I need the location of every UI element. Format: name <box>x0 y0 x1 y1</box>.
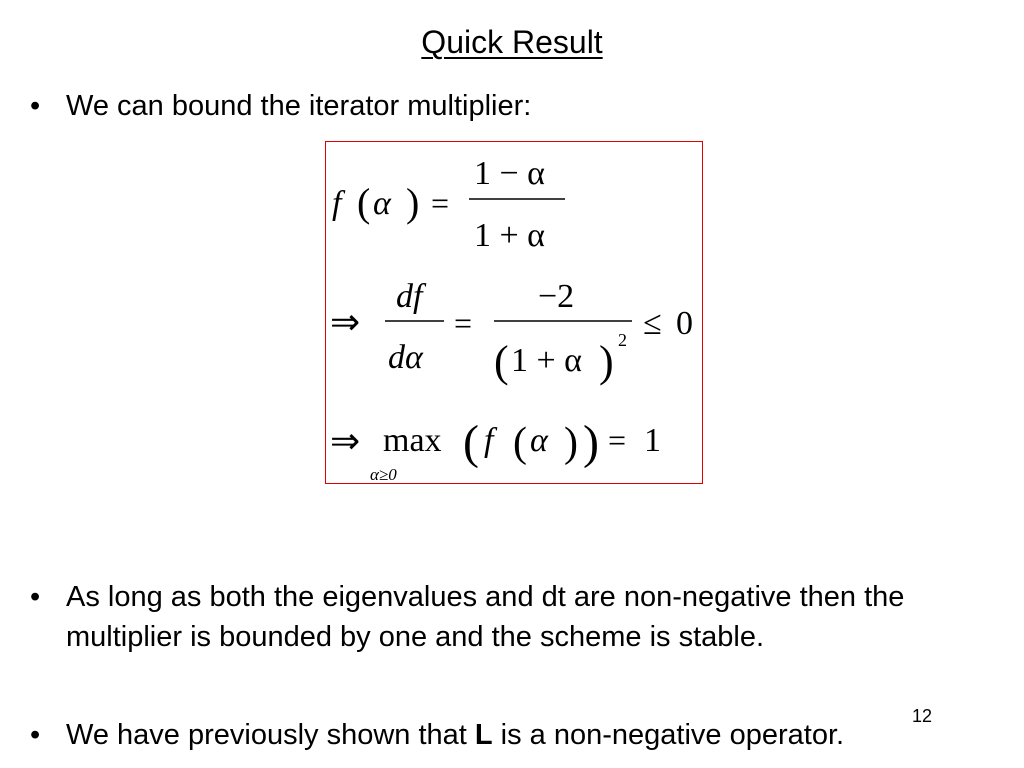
eq1-equals: = <box>431 185 450 221</box>
eq2-implies: ⇒ <box>330 302 361 342</box>
bullet-text-pre: We have previously shown that <box>66 719 475 751</box>
eq2-exponent: 2 <box>618 330 627 350</box>
eq1-f: f <box>332 185 342 222</box>
eq2-den: dα <box>388 339 423 376</box>
bullet-text <box>66 715 1020 755</box>
bullet-item <box>30 715 1020 755</box>
eq3-equals: = <box>608 422 627 458</box>
slide-title: Quick Result <box>421 24 603 60</box>
eq2-le: ≤ <box>643 305 662 342</box>
eq3-implies: ⇒ <box>330 421 361 461</box>
eq2-equals: = <box>454 305 473 341</box>
bullet-dot: • <box>30 581 41 613</box>
eq1-numerator: 1 − α <box>474 155 545 192</box>
eq2-rhs-num: −2 <box>538 278 575 315</box>
bullet-item <box>30 577 1020 657</box>
eq3-outer-rparen: ) <box>583 416 599 469</box>
eq3-outer-lparen: ( <box>463 416 479 469</box>
eq2-zero: 0 <box>676 305 693 342</box>
eq2-rparen: ) <box>599 337 614 386</box>
eq3-f: f <box>484 422 494 459</box>
eq1-alpha: α <box>373 185 391 222</box>
eq2-den-inner: 1 + α <box>511 342 582 379</box>
bullet-dot: • <box>30 719 41 751</box>
eq1-lparen: ( <box>357 180 371 225</box>
bullet-item <box>30 86 930 126</box>
equation-graphic <box>326 142 704 485</box>
eq1-denominator: 1 + α <box>474 217 545 254</box>
bullet-text: We can bound the iterator multiplier: <box>66 90 532 122</box>
eq3-alpha: α <box>530 422 548 459</box>
bullet-dot: • <box>30 90 41 122</box>
eq3-inner-lparen: ( <box>513 420 527 466</box>
eq3-max: max <box>383 422 442 459</box>
bullet-text: As long as both the eigenvalues and dt are non-negative then the multiplier is bounded by one and the scheme is stable. <box>66 581 905 653</box>
eq3-subscript: α≥0 <box>370 465 397 484</box>
eq2-lparen: ( <box>494 337 509 386</box>
eq3-inner-rparen: ) <box>564 420 578 466</box>
operator-symbol: L <box>474 719 493 751</box>
eq3-one: 1 <box>644 422 661 459</box>
equation-box <box>325 141 703 484</box>
eq1-rparen: ) <box>406 180 420 225</box>
page-number: 12 <box>912 706 933 726</box>
bullet-text-post: is a non-negative operator. <box>492 719 845 751</box>
eq2-num: df <box>396 278 423 315</box>
